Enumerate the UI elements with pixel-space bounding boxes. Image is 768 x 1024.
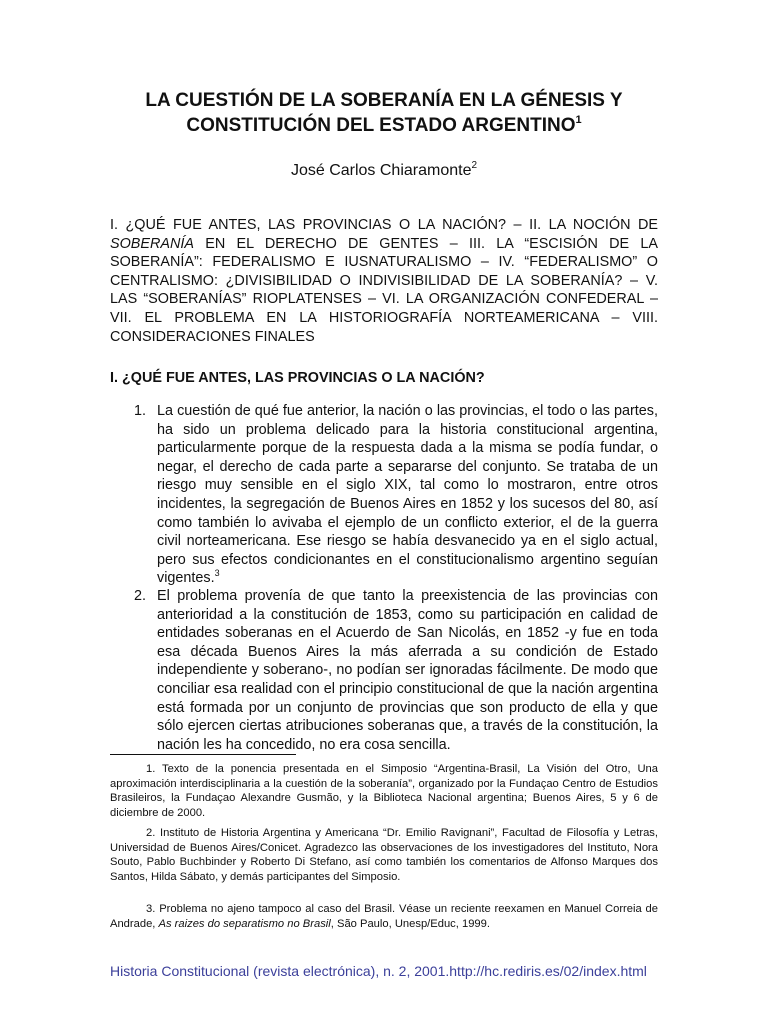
toc-part-1: I. ¿QUÉ FUE ANTES, LAS PROVINCIAS O LA NACIÓN? – II. LA NOCIÓN DE (110, 217, 658, 233)
footnote-1: 1. Texto de la ponencia presentada en el Simposio “Argentina-Brasil, La Visión del Otro, Una aproximación interdisciplinaria a la cuestión de la soberanía”, organizado por la Fundaçao Centro de Estudios Brasileiros, la Fundaçao Alexandre Gusmão, y la Biblioteca Nacional argentina; Buenos Aires, 5 y 6 de diciembre de 2000. (110, 763, 658, 819)
footnote-divider (110, 754, 296, 755)
document-title (100, 88, 668, 138)
title-line-2 (100, 113, 668, 138)
paragraph-number: 2. (134, 588, 147, 604)
toc-italic-soberania: SOBERANÍA (110, 235, 194, 252)
table-of-contents (110, 216, 658, 346)
paragraph-text (157, 587, 658, 754)
title-line-2-text: CONSTITUCIÓN DEL ESTADO ARGENTINO (186, 115, 576, 136)
title-footnote-ref[interactable]: 1 (575, 114, 582, 126)
author-line (100, 162, 668, 180)
footnote-ref-3[interactable]: 3 (214, 568, 220, 579)
title-line-1: LA CUESTIÓN DE LA SOBERANÍA EN LA GÉNESIS Y (145, 90, 623, 111)
footnote-3-book-title: As raizes do separatismo no Brasil (158, 917, 331, 930)
footnote-3 (110, 902, 658, 931)
footnote-3-part-1: 3. Problema no ajeno tampoco al caso del Brasil. Véase un reciente reexamen en Manuel Correia de Andrade, (110, 903, 658, 930)
paragraph-text (157, 402, 658, 588)
footnote-2: 2. Instituto de Historia Argentina y Americana “Dr. Emilio Ravignani”, Facultad de Filosofía y Letras, Universidad de Buenos Aires/Conicet. Agradezco las observaciones de los investigadores del Instituto, Nora Souto, Pablo Buchbinder y Roberto Di Stefano, así como también los comentarios de Alfonso Marques dos Santos, Hilda Sábato, y demás participantes del Simposio. (110, 827, 658, 883)
paragraph-2-body: El problema provenía de que tanto la preexistencia de las provincias con anterioridad a la constitución de 1853, como su participación en calidad de entidades soberanas en el Acuerdo de San Nicolás, en 1852 -y fue en toda esa década Buenos Aires la más aferrada a su condición de Estado independiente y soberano-, no podían ser ignoradas fácilmente. De modo que conciliar esa realidad con el principio constitucional de que la nación argentina está formada por un conjunto de provincias que son producto de ella y que sólo ejercen ciertas atribuciones soberanas que, a través de la constitución, la nación les ha concedido, no era cosa sencilla. (157, 588, 658, 753)
paragraph-1-body: La cuestión de qué fue anterior, la nación o las provincias, el todo o las partes, ha sido un problema delicado para la historia constitucional argentina, particularmente porque de la respuesta dada a la misma se podía fundar, o negar, el derecho de cada parte a separarse del conjunto. Se trataba de un riesgo muy sensible en el siglo XIX, tal como lo mostraron, entre otros incidentes, la segregación de Buenos Aires en 1852 y los sucesos del 80, así como también lo avivaba el ejemplo de un conflicto exterior, el de la guerra civil norteamericana. Ese riesgo se había desvanecido ya en el siglo actual, pero sus efectos condicionantes en el constitucionalismo argentino seguían vigentes. (157, 403, 658, 587)
author-name: José Carlos Chiaramonte (290, 162, 472, 179)
numbered-paragraph-2 (110, 587, 658, 754)
toc-part-3: EN EL DERECHO DE GENTES – III. LA “ESCISIÓN DE LA SOBERANÍA”: FEDERALISMO E IUSNATURALISMO – IV. “FEDERALISMO” O CENTRALISMO: ¿DIVISIBILIDAD O INDIVISIBILIDAD DE LA SOBERANÍA? – V. LAS “SOBERANÍAS” RIOPLATENSES – VI. LA ORGANIZACIÓN CONFEDERAL – VII. EL PROBLEMA EN LA HISTORIOGRAFÍA NORTEAMERICANA – VIII. CONSIDERACIONES FINALES (110, 235, 658, 345)
section-heading: I. ¿QUÉ FUE ANTES, LAS PROVINCIAS O LA NACIÓN? (110, 370, 485, 386)
page-footer-link[interactable]: Historia Constitucional (revista electrónica), n. 2, 2001.http://hc.rediris.es/02/index.html (110, 963, 647, 979)
paragraph-number: 1. (134, 403, 147, 419)
author-footnote-ref[interactable]: 2 (471, 160, 478, 171)
numbered-paragraph-1 (110, 402, 658, 588)
footnote-3-part-2: , São Paulo, Unesp/Educ, 1999. (330, 917, 490, 930)
